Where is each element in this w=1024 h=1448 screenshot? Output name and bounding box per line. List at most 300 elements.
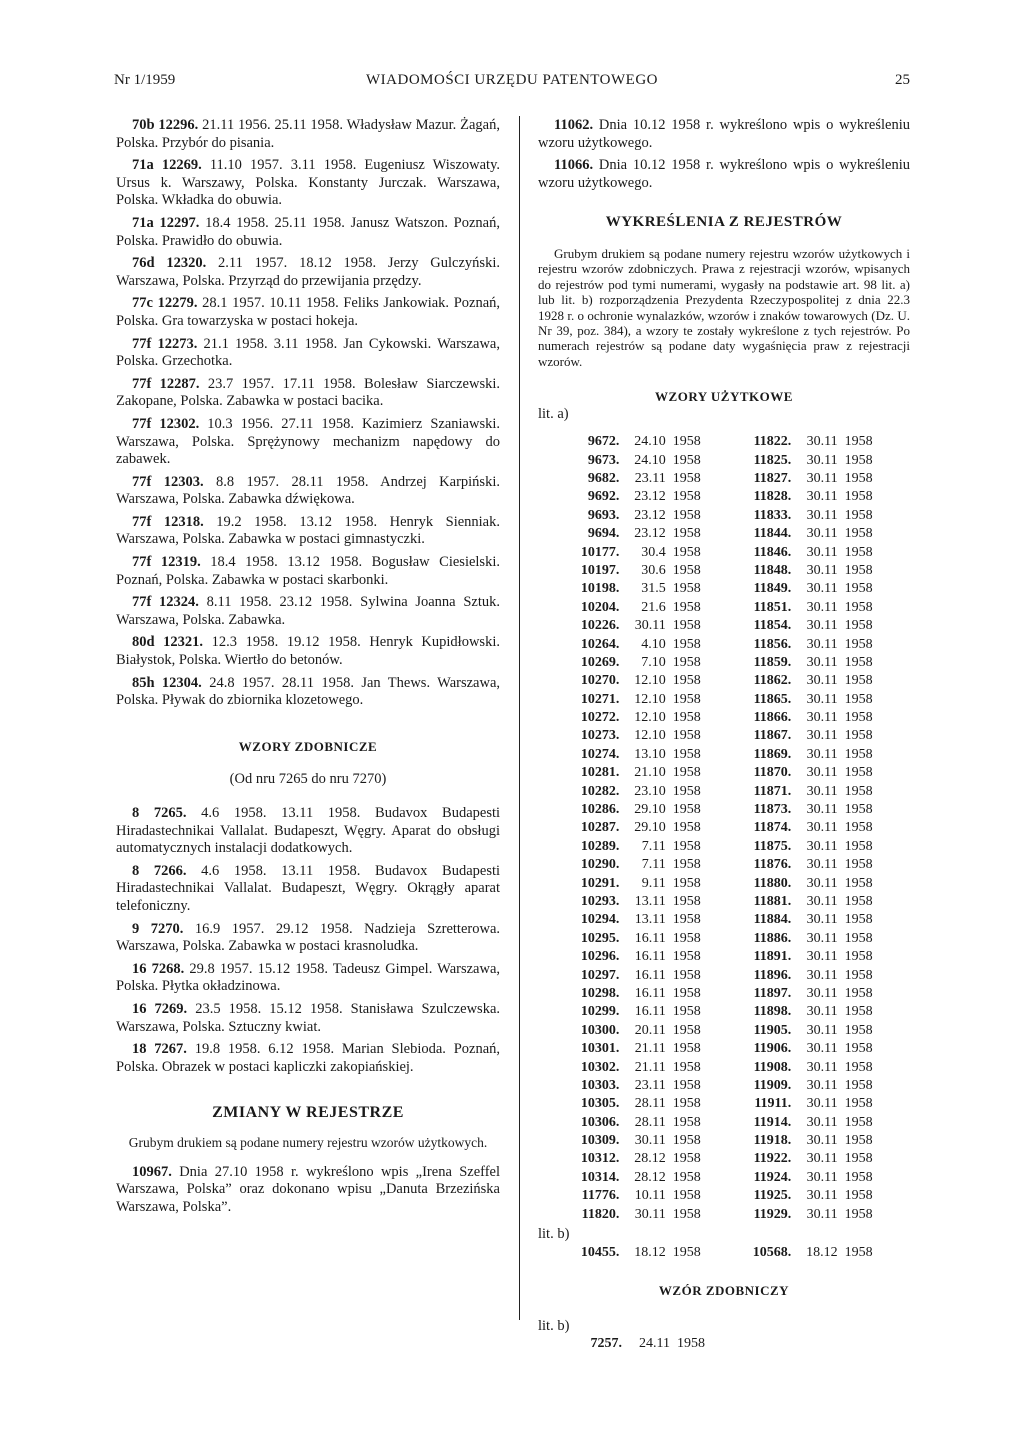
expiry-date: 30.11 — [806, 710, 838, 726]
register-number: 11862. — [753, 673, 792, 689]
register-number: 10287. — [580, 820, 620, 836]
table-row — [566, 636, 910, 654]
table-row — [566, 856, 910, 874]
register-number: 11854. — [753, 618, 792, 634]
expiry-year: 1958 — [844, 1244, 873, 1260]
expiry-year: 1958 — [672, 930, 701, 946]
entry-text: 11.10 1957. 3.11 1958. Eugeniusz Wiszowaty. Ursus k. Warszawy, Polska. Konstanty Jurczak. Warszawa, Polska. Wkładka do obuwia. — [116, 157, 501, 209]
expiry-year: 1958 — [844, 838, 873, 854]
expiry-date: 30.11 — [806, 636, 838, 652]
register-number: 10303. — [580, 1077, 620, 1093]
expiry-year: 1958 — [844, 581, 873, 597]
list-item — [116, 117, 500, 152]
expiry-year: 1958 — [672, 838, 701, 854]
entry-text: 12.3 1958. 19.12 1958. Henryk Kupidłowski. Białystok, Polska. Wiertło do betonów. — [116, 634, 500, 669]
expiry-year: 1958 — [844, 434, 873, 450]
expiry-year: 1958 — [672, 1188, 701, 1204]
register-number: 10568. — [752, 1244, 792, 1260]
expiry-year: 1958 — [844, 1206, 873, 1222]
table-row — [566, 930, 910, 948]
expiry-date: 23.11 — [634, 471, 666, 486]
expiry-year: 1958 — [672, 783, 701, 799]
expiry-year: 1958 — [844, 949, 873, 965]
expiry-year: 1958 — [672, 985, 701, 1001]
expiry-date: 30.11 — [806, 802, 838, 818]
table-row — [566, 1114, 910, 1132]
table-row — [566, 709, 910, 727]
section-range: (Od nru 7265 do nru 7270) — [229, 771, 387, 788]
register-number: 11918. — [753, 1133, 792, 1149]
expiry-year: 1958 — [672, 562, 701, 578]
register-number: 11825. — [753, 452, 792, 468]
list-item — [116, 675, 500, 710]
expiry-date: 29.10 — [634, 802, 666, 818]
expiry-date: 18.12 — [806, 1244, 838, 1260]
expiry-year: 1958 — [672, 526, 701, 542]
table-row — [566, 599, 910, 617]
expiry-date: 30.11 — [806, 1059, 838, 1075]
expiry-year: 1958 — [844, 1096, 873, 1112]
list-item — [116, 295, 500, 330]
expiry-year: 1958 — [672, 893, 701, 909]
expiry-year: 1958 — [672, 1041, 701, 1057]
table-row — [566, 1206, 910, 1224]
expiry-year: 1958 — [844, 1133, 873, 1149]
expiry-date: 30.11 — [806, 526, 838, 542]
register-number: 11891. — [753, 949, 792, 965]
register-number: 10273. — [580, 728, 620, 744]
register-number: 10197. — [580, 562, 620, 578]
table-row — [566, 1169, 910, 1187]
expiry-year: 1958 — [844, 967, 873, 983]
expiry-year: 1958 — [844, 507, 873, 523]
expiry-year: 1958 — [844, 599, 873, 615]
expiry-year: 1958 — [672, 1133, 701, 1149]
register-number: 10300. — [580, 1022, 620, 1038]
journal-title: WIADOMOŚCI URZĘDU PATENTOWEGO — [366, 72, 658, 88]
register-number: 11851. — [753, 599, 792, 615]
register-number: 11844. — [753, 526, 792, 542]
expiry-date: 30.11 — [806, 1151, 838, 1167]
entry-number: 9 7270. — [132, 920, 184, 937]
change-entry — [116, 1164, 500, 1217]
table-row — [566, 1187, 910, 1205]
table-row — [566, 1132, 910, 1150]
register-number: 10177. — [580, 544, 620, 560]
register-number: 10272. — [580, 710, 620, 726]
table-row — [566, 1335, 749, 1353]
list-item — [116, 805, 500, 858]
entry-text: Dnia 27.10 1958 r. wykreślono wpis „Irena Szeffel Warszawa, Polska” oraz dokonano wpisu „Danuta Brzezińska Warszawa, Polska”. — [116, 1163, 500, 1215]
expiry-year: 1958 — [844, 562, 873, 578]
register-number: 10281. — [580, 765, 620, 781]
entry-text: 29.8 1957. 15.12 1958. Tadeusz Gimpel. Warszawa, Polska. Płytka okładzinowa. — [116, 960, 501, 995]
expiry-year: 1958 — [844, 544, 873, 560]
register-table-a — [566, 433, 910, 1224]
expiry-year: 1958 — [672, 654, 701, 670]
expiry-year: 1958 — [672, 636, 701, 652]
expiry-year: 1958 — [844, 912, 873, 928]
section-title-wzory-uzytkowe: WZORY UŻYTKOWE — [655, 389, 793, 405]
design-entries — [116, 805, 500, 1076]
list-item — [116, 255, 500, 290]
column-divider — [519, 116, 520, 1320]
expiry-date: 30.11 — [806, 857, 838, 873]
expiry-date: 24.11 — [639, 1336, 670, 1352]
entry-text: 28.1 1957. 10.11 1958. Feliks Jankowiak. Poznań, Polska. Gra towarzyska w postaci hokeja. — [116, 295, 501, 329]
expiry-date: 30.4 — [641, 544, 666, 560]
table-row — [566, 967, 910, 985]
list-item — [116, 863, 500, 916]
table-row — [566, 617, 910, 635]
expiry-date: 30.11 — [806, 691, 838, 707]
register-number: 10293. — [580, 893, 620, 909]
expiry-date: 13.10 — [634, 746, 666, 762]
expiry-date: 30.11 — [806, 967, 838, 983]
expiry-year: 1958 — [672, 1244, 701, 1260]
expiry-date: 16.11 — [634, 967, 666, 983]
entry-number: 80d 12321. — [132, 634, 204, 651]
expiry-date: 16.11 — [634, 930, 666, 946]
entry-number: 8 7266. — [132, 862, 187, 879]
register-number: 11905. — [753, 1022, 792, 1038]
register-number: 10301. — [580, 1041, 620, 1057]
register-number: 10271. — [580, 691, 620, 707]
entry-text: 24.8 1957. 28.11 1958. Jan Thews. Warszawa, Polska. Pływak do zbiornika klozetowego. — [116, 674, 501, 709]
table-row — [566, 1150, 910, 1168]
register-number: 10305. — [580, 1096, 620, 1112]
expiry-year: 1958 — [844, 802, 873, 818]
expiry-date: 30.11 — [806, 838, 838, 854]
register-number: 11922. — [753, 1151, 792, 1167]
lit-label: lit. b) — [538, 1317, 570, 1334]
expiry-date: 29.10 — [634, 820, 666, 836]
expiry-date: 13.11 — [634, 893, 666, 909]
right-column — [538, 117, 910, 1354]
table-row — [566, 1077, 910, 1095]
register-number: 10455. — [580, 1244, 620, 1260]
table-row — [566, 470, 910, 488]
table-row — [566, 911, 910, 929]
expiry-date: 31.5 — [641, 581, 666, 597]
list-item — [116, 376, 500, 411]
register-number: 11776. — [581, 1188, 620, 1204]
expiry-date: 30.11 — [634, 1206, 666, 1222]
register-number: 10291. — [580, 875, 620, 891]
table-row — [566, 727, 910, 745]
entry-number: 76d 12320. — [132, 255, 207, 272]
table-row — [566, 764, 910, 782]
expiry-date: 20.11 — [634, 1022, 666, 1038]
register-number: 11884. — [753, 912, 792, 928]
list-item — [538, 117, 910, 152]
expiry-date: 30.11 — [806, 452, 838, 468]
expiry-year: 1958 — [844, 654, 873, 670]
register-number: 11859. — [753, 654, 792, 670]
expiry-date: 23.12 — [634, 489, 666, 505]
list-item — [116, 336, 500, 371]
expiry-year: 1958 — [672, 544, 701, 560]
expiry-date: 30.11 — [806, 1114, 838, 1130]
table-row — [566, 746, 910, 764]
register-number: 10282. — [580, 783, 620, 799]
table-row — [566, 507, 910, 525]
expiry-date: 30.11 — [806, 949, 838, 965]
register-number: 10314. — [580, 1169, 620, 1185]
expiry-year: 1958 — [672, 875, 701, 891]
expiry-date: 4.10 — [641, 636, 666, 652]
expiry-year: 1958 — [672, 728, 701, 744]
expiry-year: 1958 — [844, 1077, 873, 1093]
register-number: 10298. — [580, 985, 620, 1001]
entry-text: 16.9 1957. 29.12 1958. Nadzieja Szretterowa. Warszawa, Polska. Zabawka w postaci krasnoludka. — [116, 920, 501, 955]
expiry-date: 30.11 — [806, 1041, 838, 1057]
expiry-date: 30.11 — [806, 654, 838, 670]
expiry-date: 30.11 — [806, 1096, 838, 1112]
table-row — [566, 654, 910, 672]
expiry-date: 30.11 — [806, 471, 838, 486]
register-number: 10289. — [580, 838, 620, 854]
expiry-date: 13.11 — [634, 912, 666, 928]
register-number: 11881. — [753, 893, 792, 909]
list-item — [116, 215, 500, 250]
table-row — [566, 544, 910, 562]
register-number: 11820. — [581, 1206, 620, 1222]
list-item — [116, 157, 500, 210]
expiry-date: 30.11 — [806, 912, 838, 928]
expiry-year: 1958 — [672, 1022, 701, 1038]
register-number: 9673. — [587, 452, 620, 468]
register-number: 10309. — [580, 1133, 620, 1149]
register-number: 11873. — [753, 802, 792, 818]
register-number: 10306. — [580, 1114, 620, 1130]
expiry-year: 1958 — [672, 673, 701, 689]
table-row — [566, 1095, 910, 1113]
expiry-year: 1958 — [844, 1041, 873, 1057]
expiry-year: 1958 — [672, 912, 701, 928]
entry-number: 77c 12279. — [132, 295, 198, 312]
expiry-year: 1958 — [672, 1206, 701, 1222]
expiry-date: 24.10 — [634, 452, 666, 468]
expiry-date: 16.11 — [634, 985, 666, 1001]
expiry-date: 12.10 — [634, 728, 666, 744]
expiry-year: 1958 — [844, 875, 873, 891]
table-row — [566, 948, 910, 966]
expiry-year: 1958 — [672, 857, 701, 873]
table-row — [566, 1244, 910, 1262]
expiry-date: 28.11 — [634, 1096, 666, 1112]
register-number: 10286. — [580, 802, 620, 818]
entry-text: 8.11 1958. 23.12 1958. Sylwina Joanna Sztuk. Warszawa, Polska. Zabawka. — [116, 594, 500, 628]
expiry-date: 16.11 — [634, 1004, 666, 1020]
expiry-date: 12.10 — [634, 691, 666, 707]
register-number: 9682. — [587, 471, 620, 486]
register-table-z — [566, 1335, 749, 1353]
register-number: 10269. — [580, 654, 620, 670]
expiry-date: 30.11 — [806, 1004, 838, 1020]
page-number: 25 — [895, 72, 910, 88]
register-number: 11848. — [753, 562, 792, 578]
entry-text: 2.11 1957. 18.12 1958. Jerzy Gulczyński. Warszawa, Polska. Przyrząd do przewijania przędzy. — [116, 255, 500, 289]
section-title-wykreslenia: WYKREŚLENIA Z REJESTRÓW — [605, 214, 843, 231]
table-row — [566, 893, 910, 911]
entry-number: 77f 12287. — [132, 375, 200, 392]
register-number: 11828. — [753, 489, 792, 505]
expiry-date: 30.11 — [806, 599, 838, 615]
expiry-date: 30.11 — [806, 893, 838, 909]
expiry-date: 21.11 — [634, 1041, 666, 1057]
register-number: 11876. — [753, 857, 792, 873]
entry-number: 11062. — [554, 117, 594, 133]
expiry-date: 30.11 — [806, 985, 838, 1001]
entry-text: 19.2 1958. 13.12 1958. Henryk Sienniak. Warszawa, Polska. Zabawka w postaci gimnastyczki. — [116, 513, 500, 548]
expiry-date: 30.11 — [806, 783, 838, 799]
expiry-date: 23.11 — [634, 1077, 666, 1093]
register-number: 10294. — [580, 912, 620, 928]
expiry-year: 1958 — [672, 618, 701, 634]
entry-number: 77f 12302. — [132, 415, 200, 432]
expiry-year: 1958 — [672, 802, 701, 818]
entry-number: 85h 12304. — [132, 674, 202, 691]
issue-number: Nr 1/1959 — [114, 72, 176, 88]
expiry-year: 1958 — [672, 452, 701, 468]
register-number: 10274. — [580, 746, 620, 762]
page-header — [114, 72, 910, 94]
table-row — [566, 691, 910, 709]
list-item — [116, 961, 500, 996]
register-number: 11909. — [753, 1077, 792, 1093]
expiry-year: 1958 — [844, 930, 873, 946]
expiry-date: 30.11 — [806, 544, 838, 560]
entry-text: 18.4 1958. 13.12 1958. Bogusław Ciesielski. Poznań, Polska. Zabawka w postaci skarbonki. — [116, 554, 500, 588]
expiry-year: 1958 — [844, 691, 873, 707]
expiry-year: 1958 — [844, 1114, 873, 1130]
expiry-year: 1958 — [672, 1004, 701, 1020]
entry-number: 71a 12297. — [132, 214, 200, 231]
entry-text: 21.1 1958. 3.11 1958. Jan Cykowski. Warszawa, Polska. Grzechotka. — [116, 335, 500, 370]
register-number: 11865. — [753, 691, 792, 707]
table-row — [566, 525, 910, 543]
expiry-date: 7.11 — [641, 838, 666, 854]
entry-number: 11066. — [554, 157, 594, 174]
lit-label: lit. a) — [538, 406, 569, 423]
patent-entries — [116, 117, 500, 710]
register-number: 11908. — [753, 1059, 792, 1075]
list-item — [116, 1001, 500, 1036]
expiry-year: 1958 — [844, 618, 873, 634]
expiry-year: 1958 — [844, 1059, 873, 1075]
expiry-date: 30.11 — [806, 1188, 838, 1204]
register-number: 10296. — [580, 949, 620, 965]
entry-number: 70b 12296. — [132, 117, 199, 133]
section-note: Grubym drukiem są podane numery rejestru wzorów użytkowych i rejestru wzorów zdobniczych. Prawa z rejestracji wzorów, wpisanych do rejestrów pod tymi numerami, wygasły na podstawie art. 98 lit. a) lub lit. b) rozporządzenia Prezydenta Rzeczypospolitej z dnia 22.3 1928 r. o ochronie wynalazków, wzorów i znaków towarowych (Dz. U. Nr 39, poz. 384), a wzory te zostały wykreślone z tych rejestrów. Po numerach rejestrów są podane daty wygaśnięcia praw z rejestracji wzorów. — [538, 245, 910, 369]
entry-text: Dnia 10.12 1958 r. wykreślono wpis o wykreśleniu wzoru użytkowego. — [538, 117, 911, 151]
expiry-year: 1958 — [844, 1004, 873, 1020]
list-item — [116, 416, 500, 469]
expiry-year: 1958 — [844, 728, 873, 744]
expiry-date: 30.11 — [806, 673, 838, 689]
expiry-year: 1958 — [672, 581, 701, 597]
register-number: 9672. — [587, 434, 620, 450]
expiry-date: 30.11 — [806, 875, 838, 891]
expiry-year: 1958 — [672, 599, 701, 615]
register-number: 10299. — [580, 1004, 620, 1020]
list-item — [538, 157, 910, 192]
expiry-date: 30.6 — [641, 562, 666, 578]
table-row — [566, 433, 910, 451]
entry-number: 77f 12273. — [132, 335, 198, 352]
expiry-year: 1958 — [672, 1114, 701, 1130]
expiry-year: 1958 — [844, 1022, 873, 1038]
entry-number: 71a 12269. — [132, 157, 202, 174]
expiry-date: 30.11 — [806, 820, 838, 836]
expiry-year: 1958 — [672, 1151, 701, 1167]
expiry-date: 30.11 — [806, 489, 838, 505]
register-number: 10297. — [580, 967, 620, 983]
entry-text: Dnia 10.12 1958 r. wykreślono wpis o wykreśleniu wzoru użytkowego. — [538, 157, 911, 191]
expiry-year: 1958 — [672, 1059, 701, 1075]
entry-text: 10.3 1956. 27.11 1958. Kazimierz Szaniawski. Warszawa, Polska. Sprężynowy mechanizm napędowy do zabawek. — [116, 415, 501, 468]
entry-number: 10967. — [132, 1163, 172, 1180]
table-row — [566, 783, 910, 801]
section-title-wzory-zdobnicze: WZORY ZDOBNICZE — [238, 738, 378, 754]
register-number: 11914. — [753, 1114, 792, 1130]
expiry-date: 28.12 — [634, 1169, 666, 1185]
expiry-year: 1958 — [844, 857, 873, 873]
expiry-year: 1958 — [672, 746, 701, 762]
expiry-date: 30.11 — [806, 1206, 838, 1222]
register-number: 11875. — [753, 838, 792, 854]
table-row — [566, 452, 910, 470]
expiry-date: 30.11 — [806, 1133, 838, 1149]
entry-text: 23.7 1957. 17.11 1958. Bolesław Siarczewski. Zakopane, Polska. Zabawka w postaci bacika. — [116, 375, 501, 410]
register-number: 10312. — [580, 1151, 620, 1167]
register-number: 11827. — [753, 471, 792, 486]
list-item — [116, 634, 500, 669]
register-number: 10290. — [580, 857, 620, 873]
expiry-year: 1958 — [672, 489, 701, 505]
expiry-year: 1958 — [844, 526, 873, 542]
expiry-date: 18.12 — [634, 1244, 666, 1260]
entry-text: 8.8 1957. 28.11 1958. Andrzej Karpiński. Warszawa, Polska. Zabawka dźwiękowa. — [116, 473, 500, 508]
register-number: 10295. — [580, 930, 620, 946]
register-number: 11849. — [753, 581, 792, 597]
register-number: 11886. — [753, 930, 792, 946]
expiry-date: 30.11 — [806, 618, 838, 634]
entry-text: 18.4 1958. 25.11 1958. Janusz Watszon. Poznań, Polska. Prawidło do obuwia. — [116, 214, 500, 249]
expiry-year: 1958 — [672, 820, 701, 836]
register-number: 11871. — [753, 783, 792, 799]
register-number: 11846. — [753, 544, 792, 560]
expiry-year: 1958 — [844, 893, 873, 909]
expiry-year: 1958 — [844, 471, 873, 486]
list-item — [116, 1041, 500, 1076]
expiry-year: 1958 — [844, 1169, 873, 1185]
register-number: 11906. — [753, 1041, 792, 1057]
register-number: 11870. — [753, 765, 792, 781]
entry-text: 4.6 1958. 13.11 1958. Budavox Budapesti Hiradastechnikai Vallalat. Budapeszt, Węgry. Aparat do obsługi automatycznych instalacji dodatkowych. — [116, 805, 501, 857]
register-number: 11869. — [753, 746, 792, 762]
expiry-date: 30.11 — [806, 581, 838, 597]
expiry-date: 21.11 — [634, 1059, 666, 1075]
expiry-date: 21.10 — [634, 765, 666, 781]
expiry-date: 30.11 — [806, 728, 838, 744]
expiry-year: 1958 — [844, 710, 873, 726]
list-item — [116, 474, 500, 509]
entry-number: 77f 12318. — [132, 513, 204, 530]
expiry-date: 30.11 — [806, 765, 838, 781]
table-row — [566, 1022, 910, 1040]
